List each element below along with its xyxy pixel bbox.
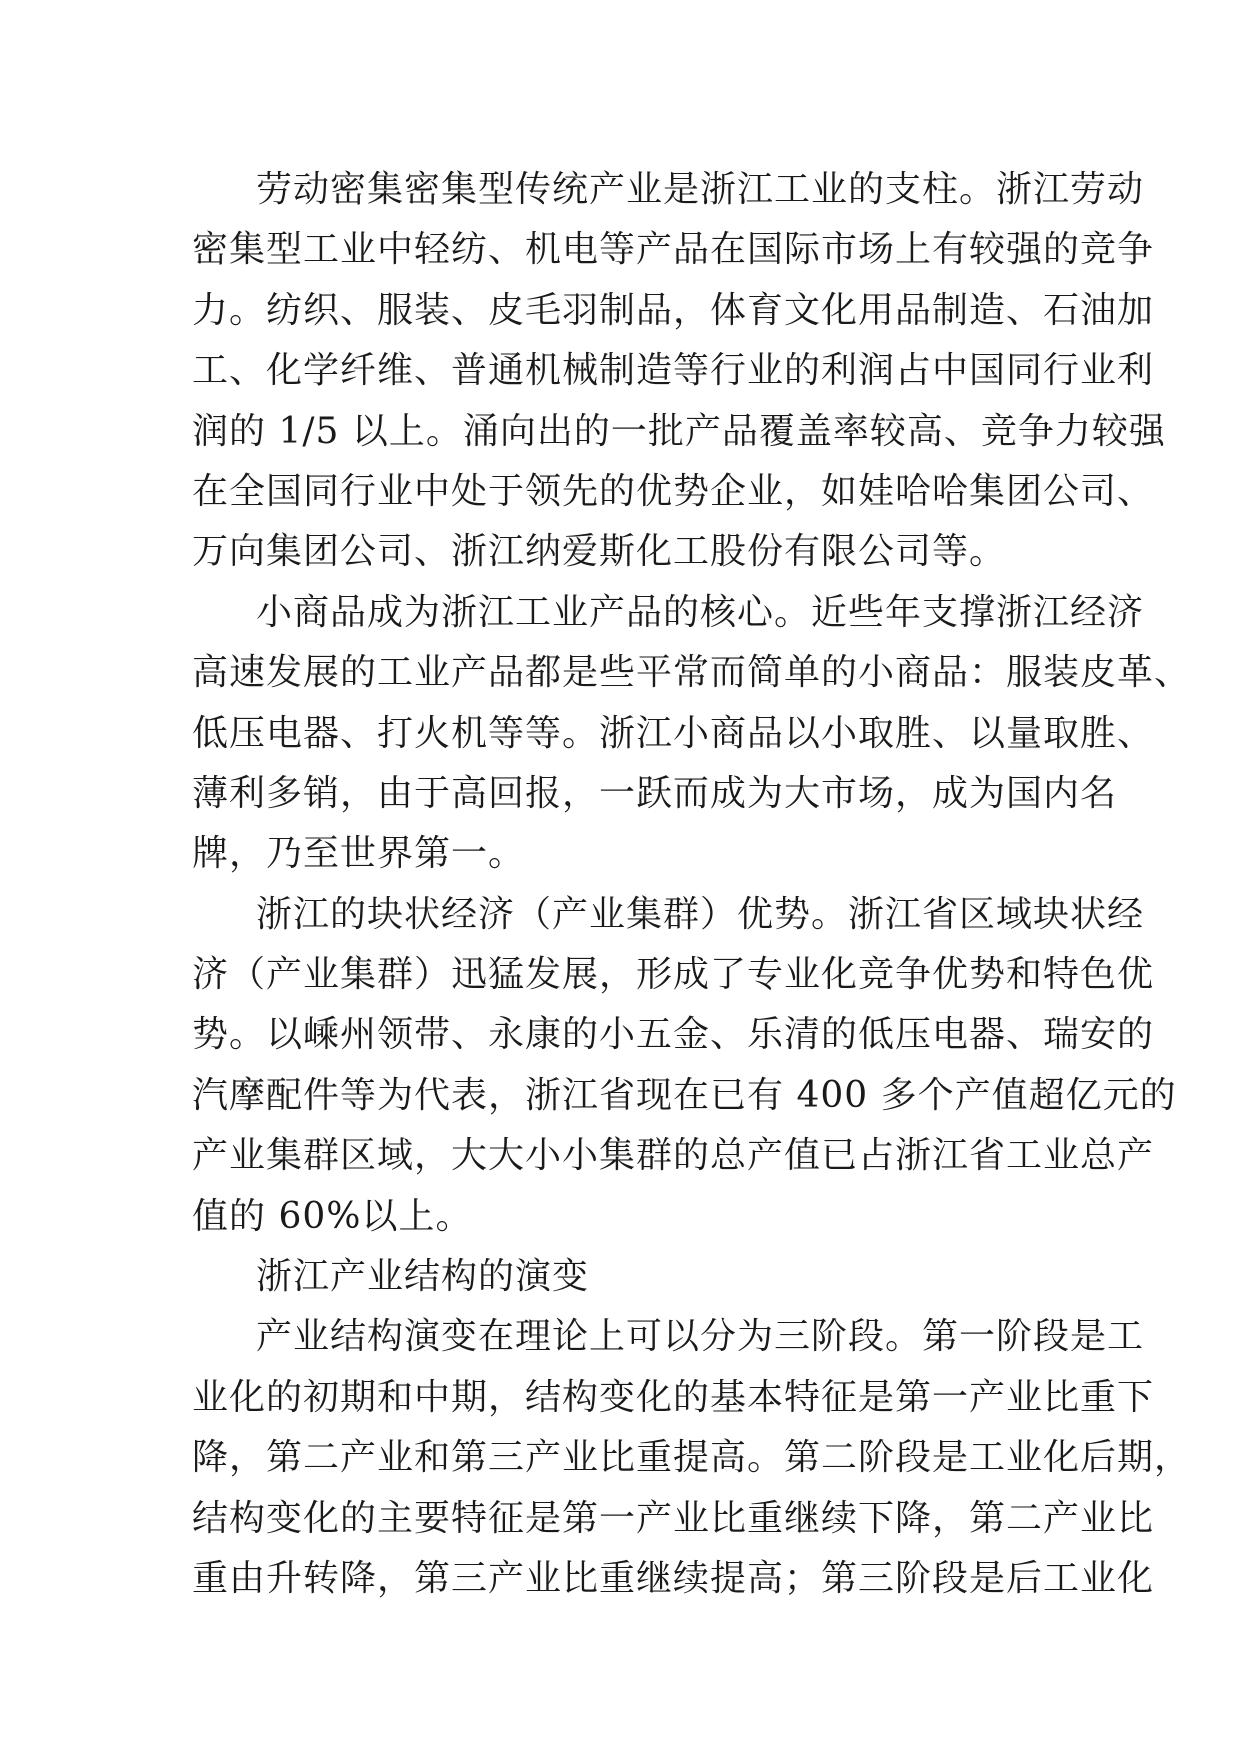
text-line: 结构变化的主要特征是第一产业比重继续下降，第二产业比	[192, 1497, 1155, 1539]
text-line: 力。纺织、服装、皮毛羽制品，体育文化用品制造、石油加	[192, 289, 1155, 331]
text-line: 低压电器、打火机等等。浙江小商品以小取胜、以量取胜、	[192, 712, 1155, 754]
document-body	[192, 160, 1192, 1609]
text-line: 降，第二产业和第三产业比重提高。第二阶段是工业化后期，	[192, 1437, 1192, 1479]
text-line: 万向集团公司、浙江纳爱斯化工股份有限公司等。	[192, 531, 1007, 573]
text-line: 重由升转降，第三产业比重继续提高；第三阶段是后工业化	[192, 1557, 1155, 1599]
text-line: 薄利多销，由于高回报，一跃而成为大市场，成为国内名	[192, 772, 1118, 814]
text-line: 劳动密集密集型传统产业是浙江工业的支柱。浙江劳动	[256, 169, 1145, 210]
text-line: 小商品成为浙江工业产品的核心。近些年支撑浙江经济	[256, 591, 1145, 633]
text-line: 工、化学纤维、普通机械制造等行业的利润占中国同行业利	[192, 350, 1155, 392]
text-line: 业化的初期和中期，结构变化的基本特征是第一产业比重下	[192, 1376, 1155, 1418]
text-line: 值的 60%以上。	[192, 1195, 473, 1237]
text-line: 高速发展的工业产品都是些平常而简单的小商品：服装皮革、	[192, 652, 1192, 694]
text-line: 济（产业集群）迅猛发展，形成了专业化竞争优势和特色优	[192, 954, 1155, 996]
text-line: 产业结构演变在理论上可以分为三阶段。第一阶段是工	[256, 1316, 1145, 1358]
text-line: 牌，乃至世界第一。	[192, 833, 526, 875]
text-line: 润的 1/5 以上。涌向出的一批产品覆盖率较高、竞争力较强	[192, 410, 1166, 452]
text-line: 产业集群区域，大大小小集群的总产值已占浙江省工业总产	[192, 1135, 1155, 1177]
paragraph	[192, 160, 1166, 583]
text-line: 浙江的块状经济（产业集群）优势。浙江省区域块状经	[256, 893, 1145, 935]
text-line: 势。以嵊州领带、永康的小五金、乐清的低压电器、瑞安的	[192, 1014, 1155, 1056]
paragraph	[192, 583, 1192, 885]
paragraph	[192, 1307, 1192, 1609]
text-line: 在全国同行业中处于领先的优势企业，如娃哈哈集团公司、	[192, 470, 1155, 512]
text-line: 密集型工业中轻纺、机电等产品在国际市场上有较强的竞争	[192, 229, 1155, 271]
text-line: 汽摩配件等为代表，浙江省现在已有 400 多个产值超亿元的	[192, 1074, 1177, 1116]
section-heading	[192, 1247, 1092, 1307]
paragraph	[192, 885, 1177, 1247]
heading-line: 浙江产业结构的演变	[256, 1256, 590, 1298]
